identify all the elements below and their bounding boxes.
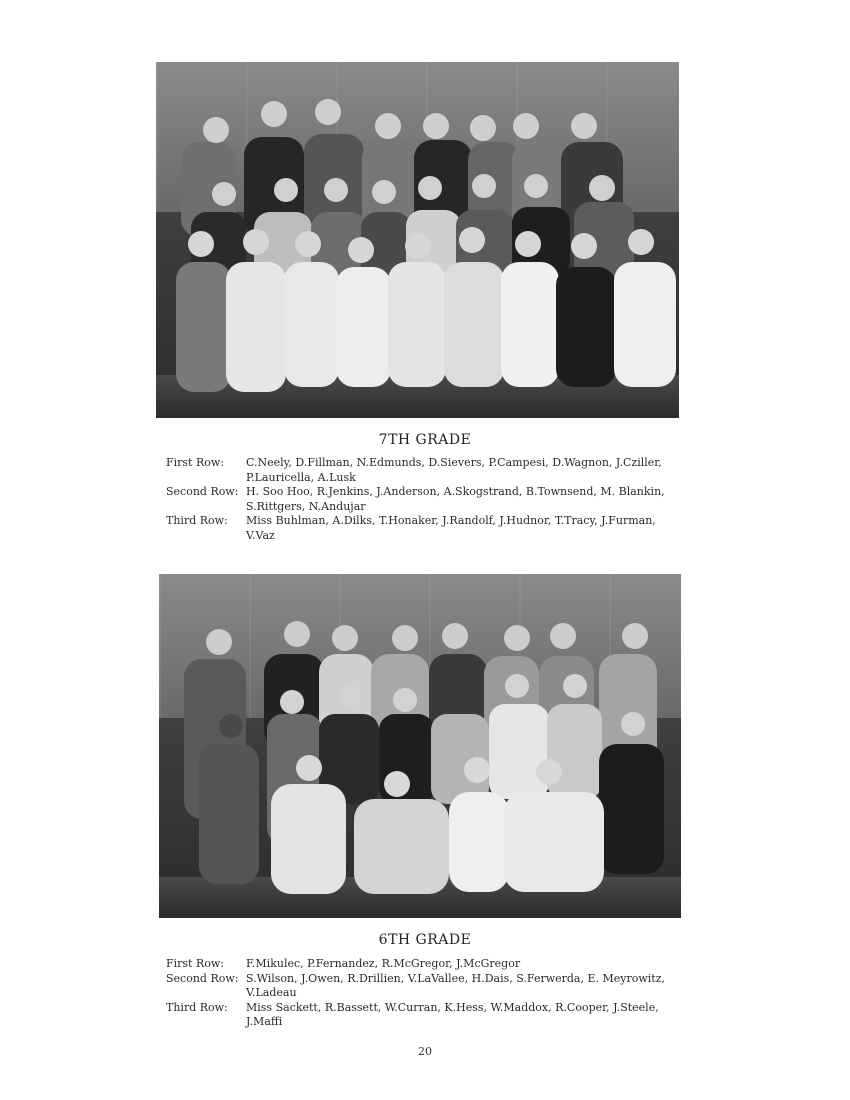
row-label: Second Row: xyxy=(166,485,239,498)
row-label: Third Row: xyxy=(166,1000,228,1014)
row-names: C.Neely, D.Fillman, N.Edmunds, D.Sievers, P.Campesi, D.Wagnon, J.Cziller, P.Lauricella, A.Lusk xyxy=(246,456,662,484)
grade-title-6th: 6TH GRADE xyxy=(378,932,472,948)
caption-row-first xyxy=(166,957,666,972)
row-names: H. Soo Hoo, R.Jenkins, J.Anderson, A.Skogstrand, B.Townsend, M. Blankin, S.Rittgers, N.Andujar xyxy=(246,485,665,513)
grade-title-7th: 7TH GRADE xyxy=(378,432,472,448)
students-group-illustration xyxy=(156,62,679,418)
row-label: First Row: xyxy=(166,456,224,469)
caption-row-third xyxy=(166,514,666,543)
row-label: Third Row: xyxy=(166,514,228,527)
row-names: F.Mikulec, P.Fernandez, R.McGregor, J.McGregor xyxy=(246,957,521,970)
students-group-illustration xyxy=(159,574,681,918)
page-number: 20 xyxy=(418,1045,432,1058)
caption-row-second xyxy=(166,972,666,1001)
class-photo-7th-grade xyxy=(156,62,679,418)
row-names: S.Wilson, J.Owen, R.Drillien, V.LaVallee, H.Dais, S.Ferwerda, E. Meyrowitz, V.Ladeau xyxy=(246,971,666,999)
class-photo-6th-grade xyxy=(159,574,681,918)
caption-row-second xyxy=(166,485,666,514)
row-label: Second Row: xyxy=(166,971,239,985)
row-names: Miss Sackett, R.Bassett, W.Curran, K.Hess, W.Maddox, R.Cooper, J.Steele, J.Maffi xyxy=(246,1000,659,1028)
names-caption-7th-grade xyxy=(166,456,666,543)
row-names: Miss Buhlman, A.Dilks, T.Honaker, J.Randolf, J.Hudnor, T.Tracy, J.Furman, V.Vaz xyxy=(246,514,656,542)
caption-row-first xyxy=(166,456,666,485)
names-caption-6th-grade xyxy=(166,957,666,1030)
caption-row-third xyxy=(166,1001,666,1030)
row-label: First Row: xyxy=(166,957,224,970)
